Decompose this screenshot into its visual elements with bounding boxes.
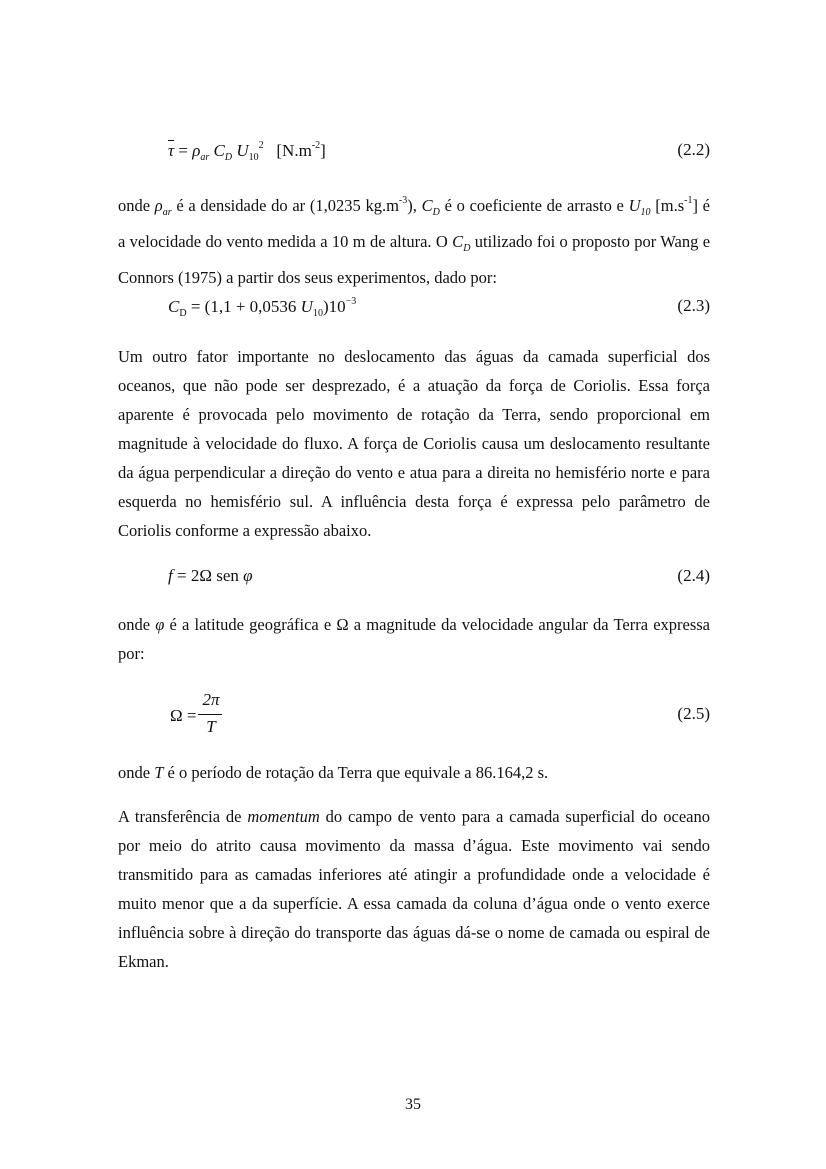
equation-number: (2.3) xyxy=(677,296,710,315)
equation-2-2 xyxy=(118,140,710,170)
equation-2-3 xyxy=(118,296,710,326)
paragraph-period: onde T é o período de rotação da Terra que equivale a 86.164,2 s. xyxy=(118,763,549,782)
equation-2-5-formula: Ω = 2π T xyxy=(170,690,240,742)
equation-2-3-formula: $C_D = (1,1 + 0,0536$ $U_{10})10^{-3}$ xyxy=(168,296,357,319)
page-number: 35 xyxy=(405,1096,421,1113)
equation-2-5 xyxy=(118,690,710,742)
equation-2-4-formula: f = 2Ω sen φ xyxy=(168,566,253,585)
equation-2-4 xyxy=(118,566,710,596)
equation-number: (2.5) xyxy=(677,704,710,723)
paragraph-latitude: onde φ é a latitude geográfica e Ω a magnitude da velocidade angular da Terra expressa por: xyxy=(118,615,710,663)
paragraph-coriolis: Um outro fator importante no deslocamento das águas da camada superficial dos oceanos, que não pode ser desprezado, é a atuação da força de Coriolis. Essa força aparente é provocada pelo movimento de rotação da Terra, sendo proporcional em magnitude à velocidade do fluxo. A força de Coriolis causa um deslocamento resultante da água perpendicular a direção do vento e atua para a direita no hemisfério norte e para esquerda no hemisfério sul. A influência desta força é expressa pelo parâmetro de Coriolis conforme a expressão abaixo. xyxy=(118,347,710,540)
equation-number: (2.4) xyxy=(677,566,710,585)
paragraph-drag-definition: onde $\rho_{ar}$ é a densidade do ar (1,0235 $kg.m^{-3}$), $C_D$ é o coeficiente de arrasto e $U_{10}$ $[m.s^{-1}]$ é a velocidade do vento medida a 10 m de altura. O $C_D$ utilizado foi o proposto por Wang e Connors (1975) a partir dos seus experimentos, dado por: xyxy=(118,195,711,287)
equation-2-2-formula: $\overline{\tau} = \rho_{ar}$ $C_D$ $U_{10}^2$ $[N.m^{-2}]$ xyxy=(168,140,326,163)
equation-number: (2.2) xyxy=(677,140,710,159)
paragraph-ekman: A transferência de momentum do campo de vento para a camada superficial do oceano por meio do atrito causa movimento da massa d’água. Este movimento vai sendo transmitido para as camadas inferiores até atingir a profundidade onde a velocidade é muito menor que a da superfície. A essa camada da coluna d’água onde o vento exerce influência sobre à direção do transporte das águas dá-se o nome de camada ou espiral de Ekman. xyxy=(118,807,710,971)
